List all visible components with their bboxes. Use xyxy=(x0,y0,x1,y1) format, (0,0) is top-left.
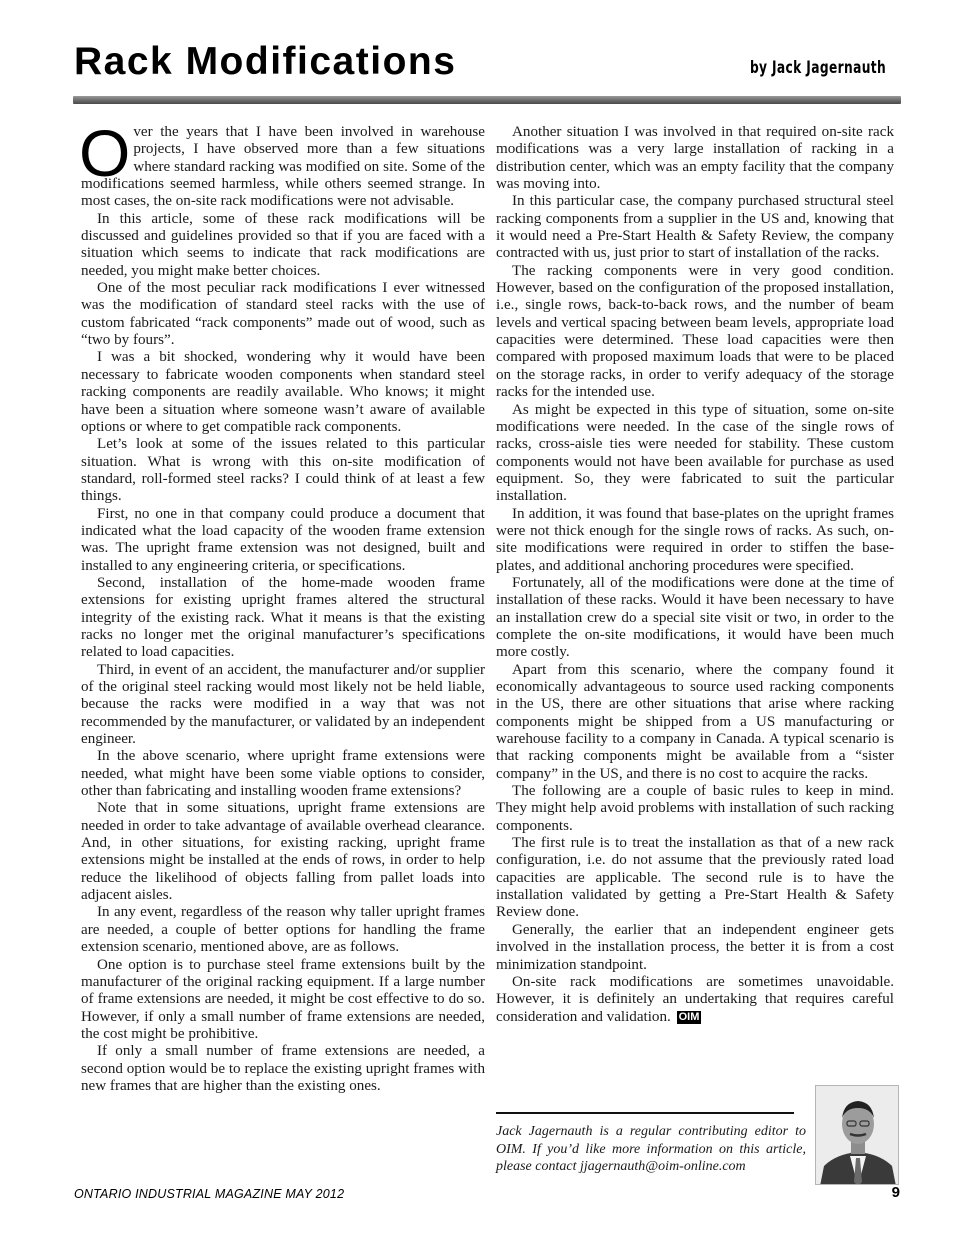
footer-publication: ONTARIO INDUSTRIAL MAGAZINE MAY 2012 xyxy=(74,1187,345,1201)
paragraph: Generally, the earlier that an independent engineer gets involved in the installation process, the better it is from a cost minimization standpoint. xyxy=(496,921,894,973)
paragraph: I was a bit shocked, wondering why it would have been necessary to fabricate wooden components when standard steel racking components are readily available. Who knows; it might have been a situation where someone wasn’t aware of available options or where to get compatible rack components. xyxy=(81,349,485,435)
paragraph: Another situation I was involved in that required on-site rack modifications was a very large installation of racking in a distribution center, which was an empty facility that the company was moving into. xyxy=(496,124,894,193)
paragraph: If only a small number of frame extensions are needed, a second option would be to replace the existing upright frames with new frames that are higher than the existing ones. xyxy=(81,1043,485,1094)
paragraph: In any event, regardless of the reason why taller upright frames are needed, a couple of better options for handling the frame extension scenario, mentioned above, are as follows. xyxy=(81,904,485,956)
author-portrait-icon xyxy=(816,1086,899,1185)
paragraph: Apart from this scenario, where the company found it economically advantageous to source used racking components in the US, there are other situations that arise where racking components might be shipped from a US manufacturing or warehouse facility to a company in Canada. A typical scenario is that racking components might be available from a “sister company” in the US, and there is no cost to acquire the racks. xyxy=(496,661,894,782)
paragraph: The following are a couple of basic rules to keep in mind. They might help avoid problems with installation of such racking components. xyxy=(496,783,894,834)
paragraph: Over the years that I have been involved in warehouse projects, I have observed more than a few situations where standard racking was modified on site. Some of the modifications seemed harmless, while others seemed strange. In most cases, the on-site rack modifications were not advisable. xyxy=(79,116,485,210)
author-photo xyxy=(815,1085,899,1185)
paragraph: In addition, it was found that base-plates on the upright frames were not thick enough for the single rows of racks. As such, on-site modifications were required in order to stiffen the base-plates, and additional anchoring procedures were specified. xyxy=(496,505,894,574)
author-byline: by Jack Jagernauth xyxy=(749,58,886,78)
header-rule xyxy=(73,96,901,104)
paragraph: In this article, some of these rack modifications will be discussed and guidelines provided so that if you are faced with a situation which seems to indicate that rack modifications are needed, you might make better choices. xyxy=(81,210,485,279)
paragraph: In the above scenario, where upright frame extensions were needed, what might have been some viable options to consider, other than fabricating and installing wooden frame extensions? xyxy=(81,748,485,800)
paragraph: Fortunately, all of the modifications were done at the time of installation of these racks. Would it have been necessary to have an installation crew do a special site visit or two, in order to the complete the on-site modifications, it would have been much more costly. xyxy=(496,574,894,661)
paragraph: Let’s look at some of the issues related to this particular situation. What is wrong with this on-site modification of standard, roll-formed steel racks? I could think of at least a few things. xyxy=(81,436,485,505)
paragraph: Note that in some situations, upright frame extensions are needed in order to take advantage of available overhead clearance. And, in other situations, for existing racking, upright frame extensions might be installed at the ends of rows, in order to help reduce the likelihood of objects falling from pallet loads into adjacent aisles. xyxy=(81,800,485,904)
paragraph: One of the most peculiar rack modifications I ever witnessed was the modification of standard steel racks with the use of custom fabricated “rack components” made out of wood, such as “two by fours”. xyxy=(81,280,485,349)
paragraph: Second, installation of the home-made wooden frame extensions for existing upright frames altered the structural integrity of the existing rack. What it means is that the existing racks no longer met the original manufacturer’s specifications related to load capacities. xyxy=(81,574,485,661)
paragraph: First, no one in that company could produce a document that indicated what the load capacity of the wooden frame extension was. The upright frame extension was not designed, built and installed to any engineering criteria, or specifications. xyxy=(81,505,485,574)
drop-cap: O xyxy=(79,116,131,190)
article-right-column xyxy=(496,124,894,1026)
paragraph: The first rule is to treat the installation as that of a new rack configuration, i.e. do not assume that the previously rated load capacities are applicable. The second rule is to have the installation validated by getting a Pre-Start Health & Safety Review done. xyxy=(496,835,894,921)
paragraph: In this particular case, the company purchased structural steel racking components from a supplier in the US and, knowing that it would need a Pre-Start Health & Safety Review, the company contracted with us, just prior to start of installation of the racks. xyxy=(496,193,894,262)
paragraph: One option is to purchase steel frame extensions built by the manufacturer of the original racking equipment. If a large number of frame extensions are needed, it might be cost effective to do so. However, if only a small number of frame extensions are needed, the cost might be prohibitive. xyxy=(81,956,485,1042)
oim-end-mark: OIM xyxy=(678,1010,700,1023)
bio-divider xyxy=(496,1112,794,1114)
paragraph: The racking components were in very good condition. However, based on the configuration of the proposed installation, i.e., single rows, back-to-back rows, and the number of beam levels and vertical spacing between beam levels, appropriate load capacities were determined. These load capacities were then compared with proposed maximum loads that were to be placed on the storage racks, in order to verify adequacy of the storage racks for the intended use. xyxy=(496,262,894,401)
paragraph: As might be expected in this type of situation, some on-site modifications were needed. In the case of the single rows of racks, cross-aisle ties were needed for stability. These custom components would not have been available for purchase as used equipment. So, they were fabricated to suit the particular installation. xyxy=(496,401,894,505)
page-number: 9 xyxy=(891,1184,900,1201)
article-title: Rack Modifications xyxy=(74,40,457,83)
author-bio: Jack Jagernauth is a regular contributing editor to OIM. If you’d like more information on this article, please contact jjagernauth@oim-online.com xyxy=(496,1124,806,1174)
article-left-column xyxy=(79,116,485,1095)
paragraph: Third, in event of an accident, the manufacturer and/or supplier of the original steel racking would most likely not be held liable, because the racks were modified in a way that was not recommended by the manufacturer, or validated by an independent engineer. xyxy=(81,661,485,748)
paragraph: On-site rack modifications are sometimes unavoidable. However, it is definitely an undertaking that requires careful consideration and validation. OIM xyxy=(496,973,894,1025)
